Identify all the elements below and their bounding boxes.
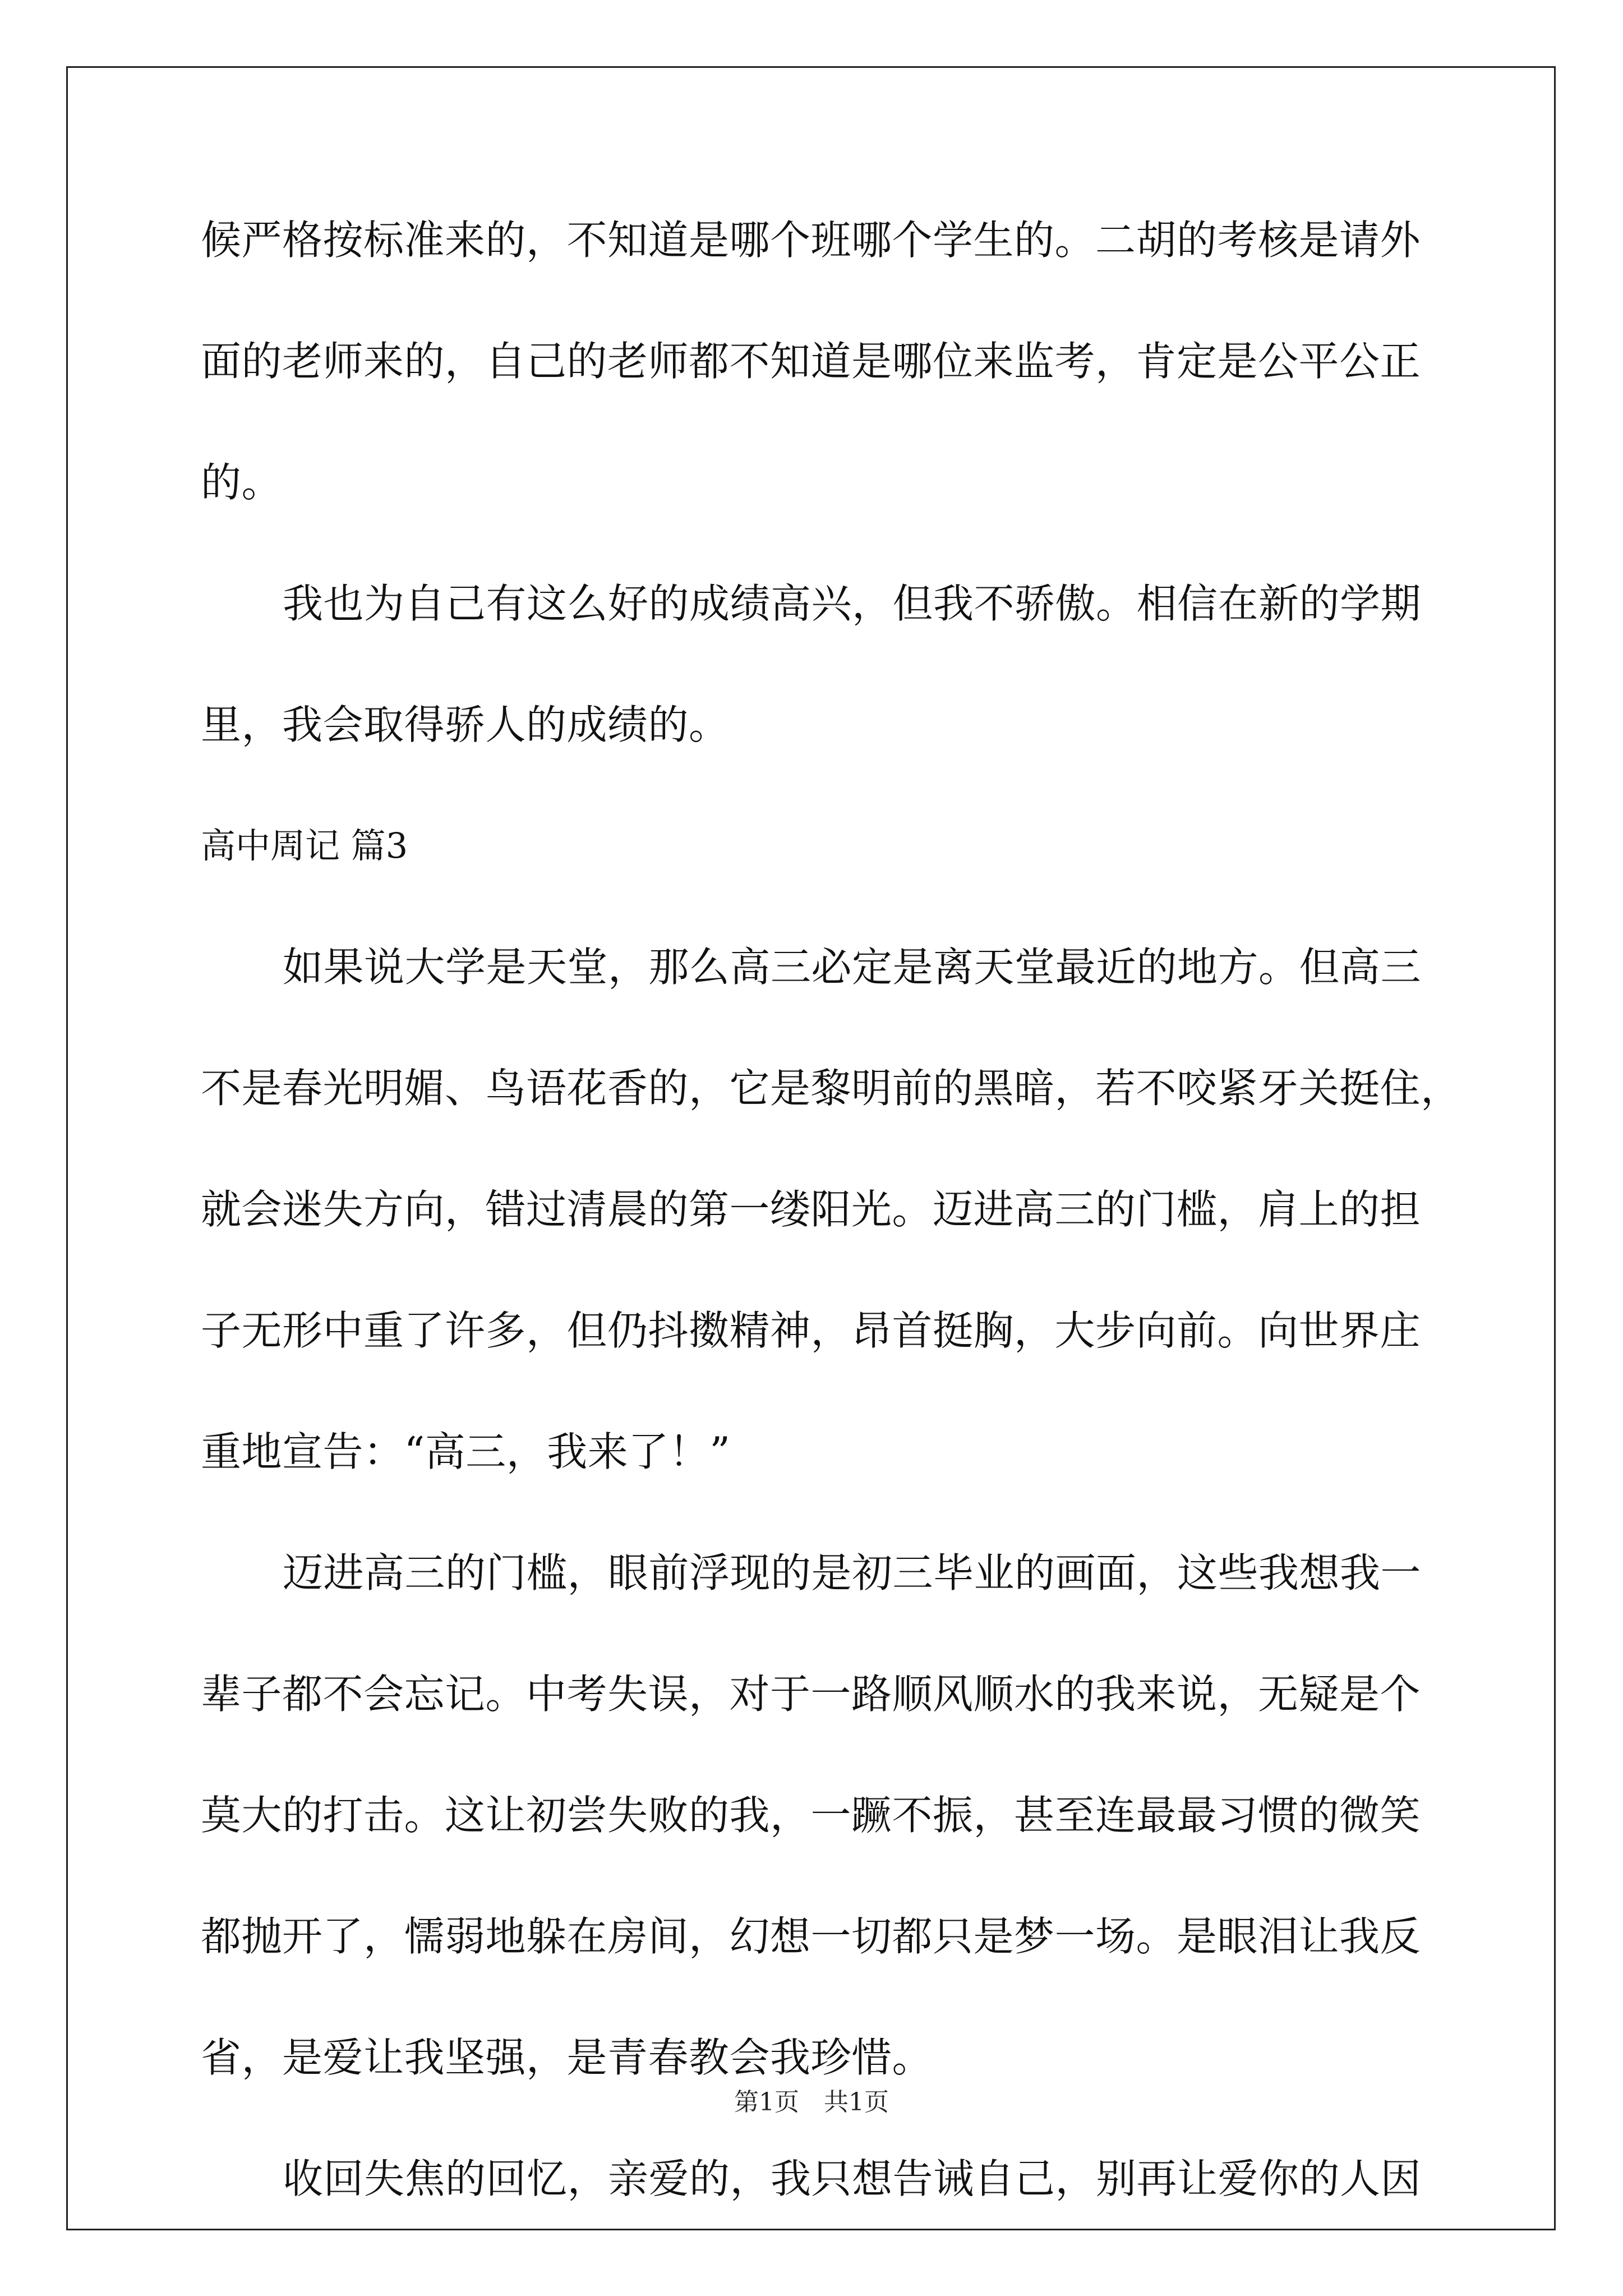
text-line: 重地宣告：“高三，我来了！” [201, 1428, 731, 1475]
text-line: 的。 [201, 459, 283, 506]
text-line: 不是春光明媚、鸟语花香的，它是黎明前的黑暗，若不咬紧牙关挺住， [201, 1065, 1461, 1112]
text-line: 就会迷失方向，错过清晨的第一缕阳光。迈进高三的门槛，肩上的担 [201, 1186, 1421, 1233]
text-line: 面的老师来的，自己的老师都不知道是哪位来监考，肯定是公平公正 [201, 338, 1421, 385]
text-line: 省，是爱让我坚强，是青春教会我珍惜。 [201, 2034, 933, 2081]
paragraph [201, 1546, 1429, 2085]
text-line: 里，我会取得骄人的成绩的。 [201, 701, 730, 748]
text-line: 收回失焦的回忆，亲爱的，我只想告诫自己，别再让爱你的人因 [283, 2155, 1422, 2202]
paragraph [201, 940, 1461, 1479]
paragraph [201, 213, 1429, 509]
document-body [201, 213, 1461, 2206]
text-line: 辈子都不会忘记。中考失误，对于一路顺风顺水的我来说，无疑是个 [201, 1671, 1421, 1718]
text-line: 迈进高三的门槛，眼前浮现的是初三毕业的画面，这些我想我一 [283, 1549, 1422, 1596]
text-line: 候严格按标准来的，不知道是哪个班哪个学生的。二胡的考核是请外 [201, 217, 1421, 264]
text-line: 都抛开了，懦弱地躲在房间，幻想一切都只是梦一场。是眼泪让我反 [201, 1913, 1421, 1960]
section-heading: 高中周记 篇3 [201, 825, 408, 866]
text-line: 子无形中重了许多，但仍抖擞精神，昂首挺胸，大步向前。向世界庄 [201, 1307, 1421, 1354]
paragraph [201, 2152, 1429, 2206]
text-line: 莫大的打击。这让初尝失败的我，一蹶不振，甚至连最最习惯的微笑 [201, 1792, 1421, 1839]
paragraph [201, 577, 1429, 752]
text-line: 我也为自己有这么好的成绩高兴，但我不骄傲。相信在新的学期 [283, 580, 1422, 627]
text-line: 如果说大学是天堂，那么高三必定是离天堂最近的地方。但高三 [283, 944, 1422, 991]
page-footer: 第1页 共1页 [734, 2088, 889, 2116]
